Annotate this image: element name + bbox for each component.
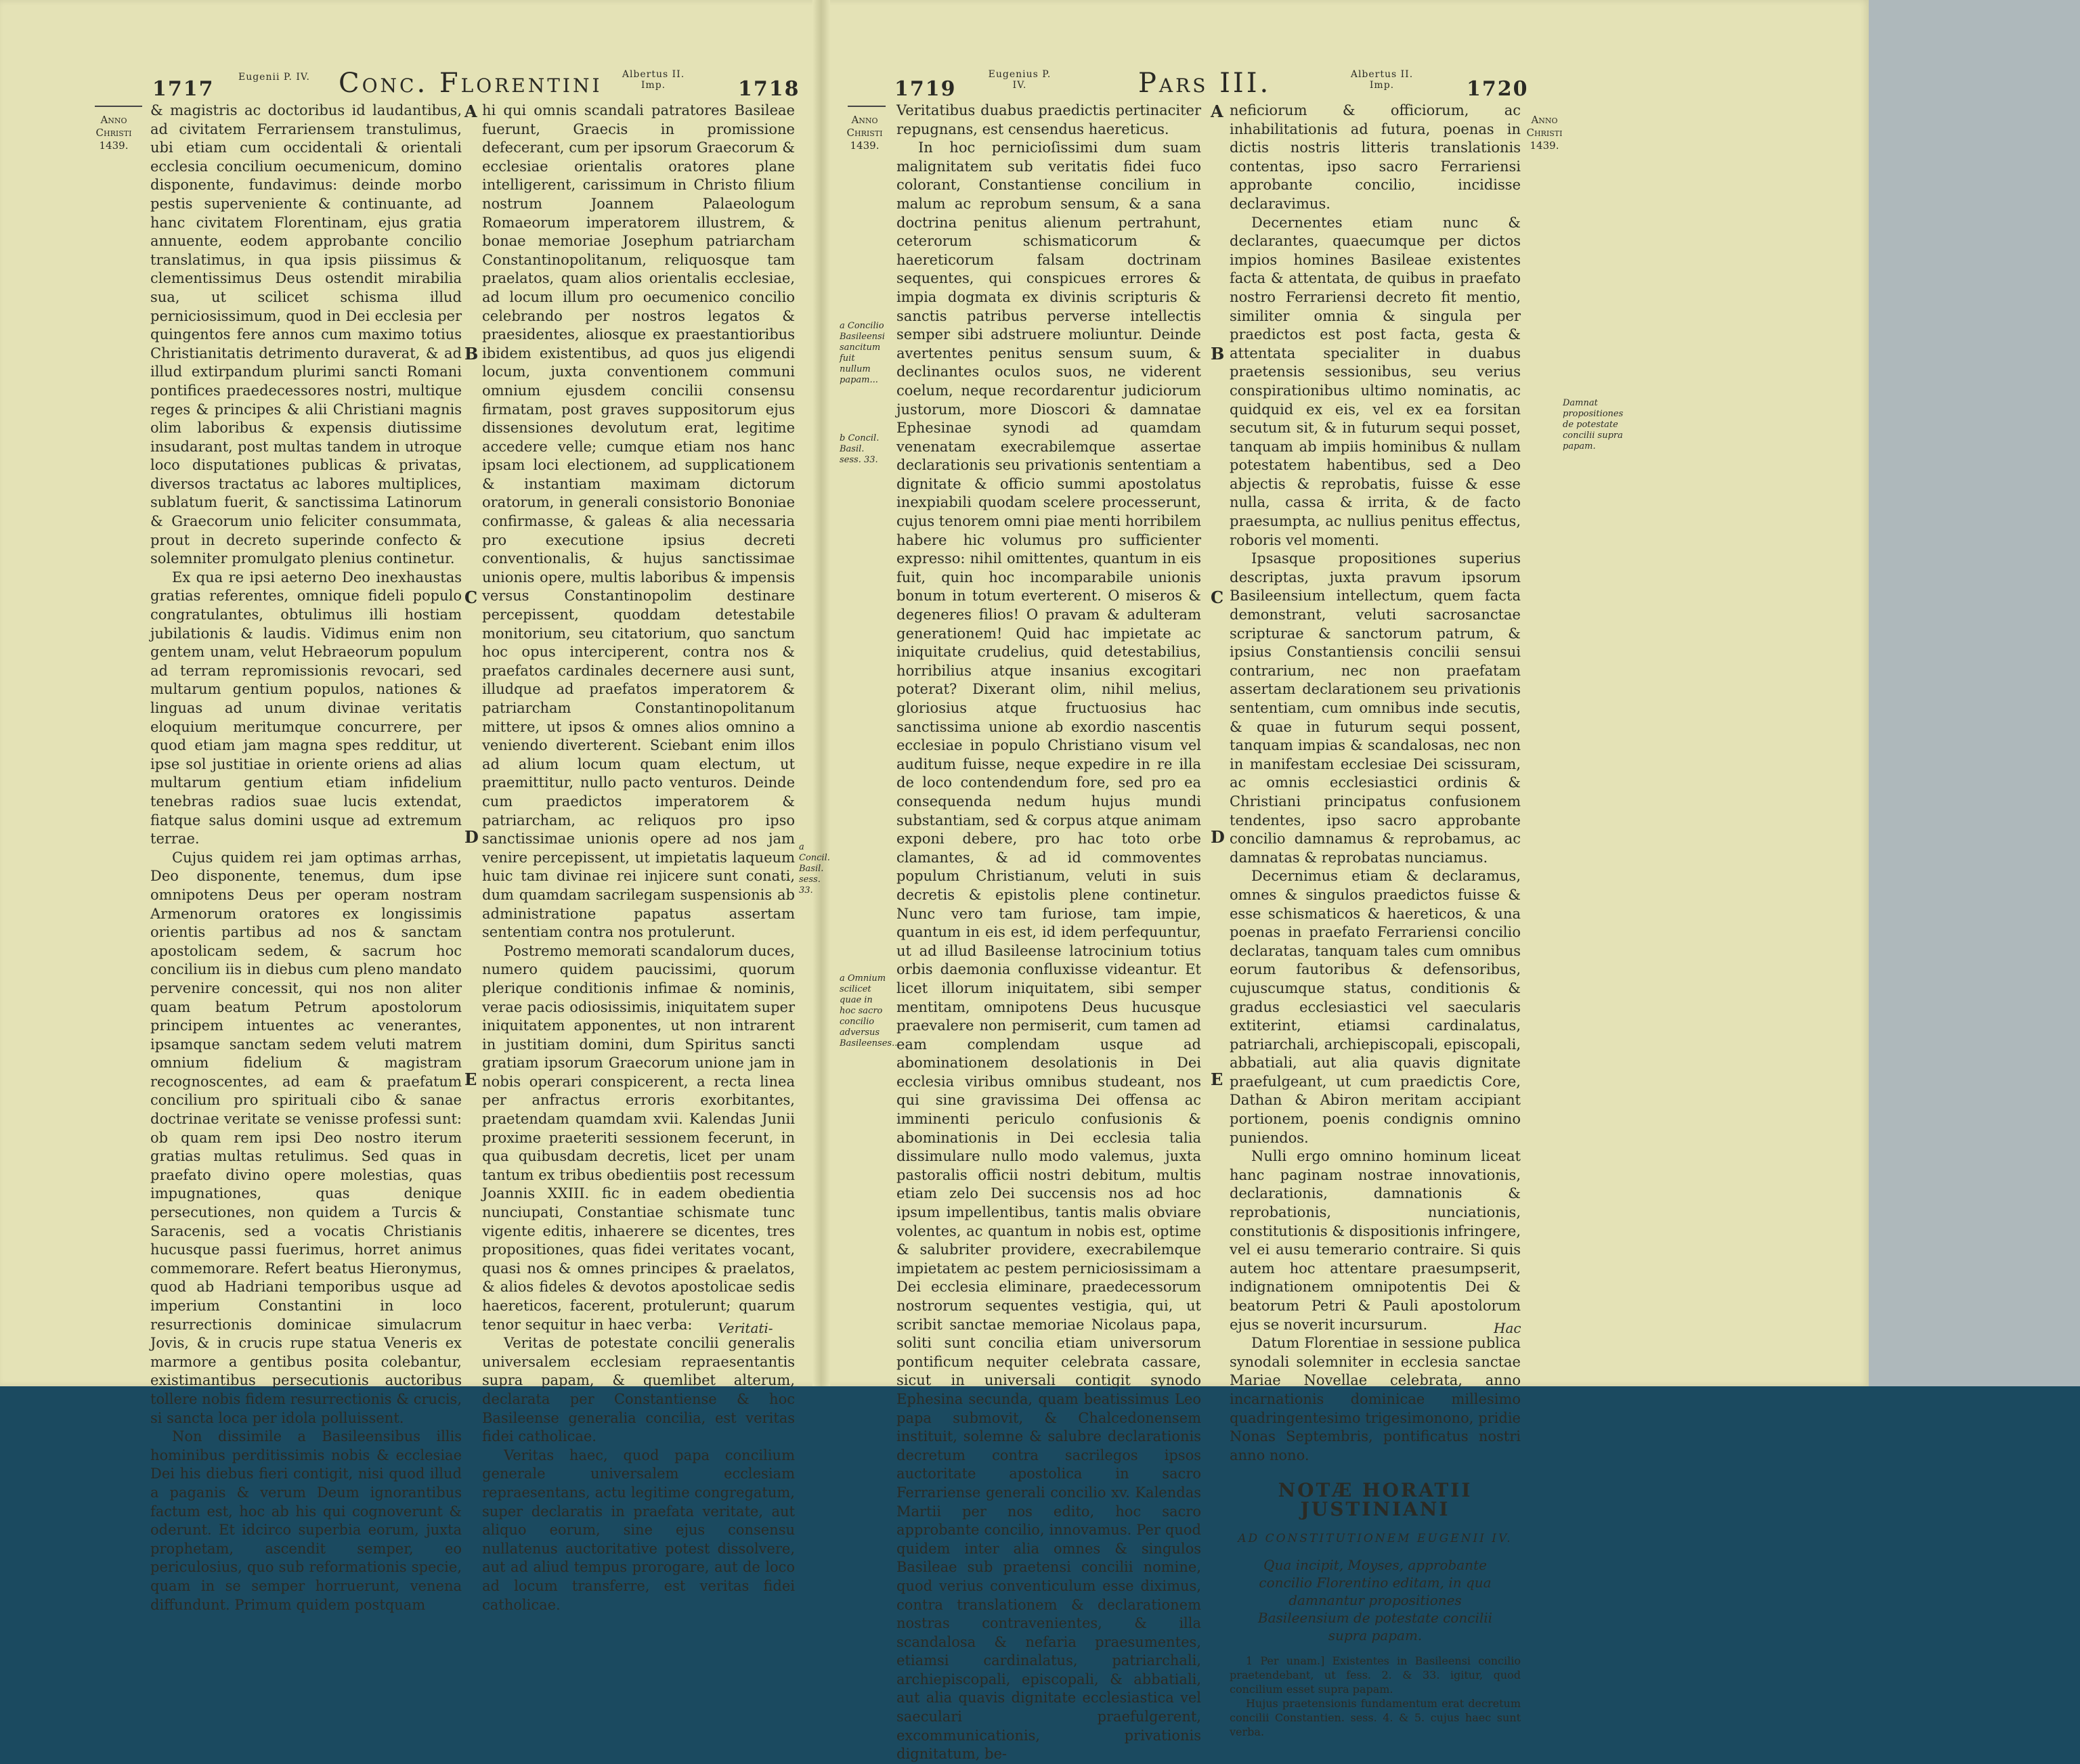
paragraph: Veritas haec, quod papa concilium generale universalem ecclesiam repraesentans, actu legitime congregatum, super declaratis in praefata veritate, aut aliquo eorum, sine ejus consensu nullatenus auctoritative potest dissolvere, aut ad aliud tempus prorogare, aut de loco ad locum transferre, est veritas fidei catholicae.: [482, 1447, 795, 1613]
book-gutter: [812, 0, 830, 1386]
margin-letter-d: D: [1211, 827, 1225, 847]
anno-christi-note-left: Anno Christi 1439.: [846, 114, 883, 152]
head-emperor-label: Albertus II. Imp.: [1350, 69, 1414, 91]
running-head-right: Pars III.: [1138, 68, 1272, 99]
margin-letter-b: B: [1211, 344, 1225, 363]
paragraph: Non dissimile a Basileensibus illis hominibus perditissimis nobis & ecclesiae Dei his diebus fieri contigit, nisi quod illud a paganis & verum Deum ignorantibus factum est, hoc ab his qui cognoverunt & oderunt. Et idcirco superbia eorum, juxta prophetam, ascendit semper, eo periculosius, quo sub reformationis specie, quam in se semper horruerunt, venena diffundunt. Primum quidem postquam: [150, 1428, 462, 1613]
paragraph: Veritatibus duabus praedictis pertinaciter repugnans, est censendus haereticus.: [896, 102, 1201, 137]
catchword-right: Hac: [1494, 1320, 1521, 1336]
paragraph: & magistris ac doctoribus id laudantibus, ad civitatem Ferrariensem transtulimus, ubi etiam cum occidentali & orientali ecclesia concilium oecumenicum, domino disponente, fundavimus: deinde morbo pestis superveniente & continuante, ad hanc civitatem Florentinam, ejus gratia annuente, eodem approbante concilio translatimus, in qua ipsis piissimus & clementissimus Deus ostendit mirabilia sua, ut scilicet schisma illud perniciosissimum, quod in Dei ecclesia per quingentos fere annos cum maximo totius Christianitatis detrimento duraverat, & ad illud extirpandum plurimi sancti Romani pontifices praedecessores nostri, multique reges & principes & alii Christiani magnis olim laboribus & expensis diutissime insudarant, post multas tandem in utroque loco disputationes publicas & privatas, diversos tractatus ac labores multiplices, sublatum fuerit, & sanctissima Latinorum & Graecorum unio feliciter consummata, prout in decreto superinde confecto & solemniter promulgato plenius continetur.: [150, 102, 462, 567]
page-number-1717: 1717: [152, 77, 215, 101]
right-page-column-2: [1230, 102, 1521, 1739]
notae-incipit: Qua incipit, Moyses, approbante concilio Florentino editam, in qua damnantur propositiones Basileensium de potestate concilii supra papam.: [1257, 1557, 1493, 1644]
left-page: [0, 0, 830, 1613]
paragraph: Ipsasque propositiones superius descriptas, juxta pravum ipsorum Basileensium intellectum, quem facta demonstrant, veluti sacrosanctae scripturae & sanctorum patrum, & ipsius Constantiensis concilii sensui contrarium, nec non praefatam assertam declarationem seu privationis sententiam, cum omnibus inde secutis, & quae in futurum sequi possent, tanquam impias & scandalosas, nec non in manifestam ecclesiae Dei scissuram, ac omnis ecclesiastici ordinis & Christiani principatus confusionem tendentes, ipso sacro approbante concilio damnamus & reprobamus, ac damnatas & reprobatas nunciamus.: [1230, 550, 1521, 866]
anno-christi-note-right: Anno Christi 1439.: [1526, 114, 1563, 152]
paragraph: Decernentes etiam nunc & declarantes, quaecumque per dictos impios homines Basileae existentes facta & attentata, de quibus in praefato nostro Ferrariensi decreto fit mentio, similiter omnia & singula per praedictos est post facta, gesta & attentata specialiter in duabus praetensis sessionibus, seu verius conspirationibus ultimo nominatis, ac quidquid ex eis, vel ex ea forsitan secutum sit, & in futurum sequi posset, tanquam ab impiis hominibus & nullam potestatem habentibus, sed a Deo abjectis & reprobatis, fuisse & esse nulla, cassa & irrita, & de facto praesumpta, ac nullius penitus effectus, roboris vel momenti.: [1230, 214, 1521, 548]
paragraph: Nulli ergo omnino hominum liceat hanc paginam nostrae innovationis, declarationis, damnationis & reprobationis, nunciationis, constitutionis & dispositionis infringere, vel ei ausu temerario contraire. Si quis autem hoc attentare praesumpserit, indignationem omnipotentis Dei & beatorum Petri & Pauli apostolorum ejus se noverit incursurum.: [1230, 1148, 1521, 1333]
left-page-column-1: [150, 102, 462, 1613]
note-paragraph: Hujus praetensionis fundamentum erat decretum concilii Constantien. sess. 4. & 5. cujus haec sunt verba.: [1230, 1697, 1521, 1739]
paragraph: neficiorum & officiorum, ac inhabilitationis ad futura, poenas in dictis nostris litteris translationis contentas, ipso sacro Ferrariensi approbante concilio, incidisse declaravimus.: [1230, 102, 1521, 212]
notae-heading: NOTÆ HORATII JUSTINIANI: [1278, 1479, 1473, 1520]
paragraph: Postremo memorati scandalorum duces, numero quidem paucissimi, quorum plerique conditionis infimae & nominis, verae pacis odiosissimis, iniquitatem super iniquitatem apponentes, ut non intrarent in justitiam domini, dum Spiritus sancti gratiam ipsorum Graecorum unione jam in nobis operari conspicerent, a recta linea per anfractus erroris exorbitantes, praetendam quamdam xvii. Kalendas Junii proxime praeteriti sessionem fecerunt, in qua quibusdam decretis, licet per unam tantum ex tribus obedientiis post recessum Joannis XXIII. fic in eadem obedientia nunciupati, Constantiae schismate tunc vigente editis, inhaerere se dicentes, tres propositiones, quas fidei veritates vocant, quasi nos & omnes principes & praelatos, & alios fideles & devotos apostolicae sedis haereticos, facerent, protulerunt; quarum tenor sequitur in haec verba:: [482, 942, 795, 1333]
page-number-1720: 1720: [1467, 77, 1529, 101]
margin-note-concilio: a Concilio Basileensi sancitum fuit nullum papam...: [840, 321, 885, 385]
anno-christi-note: Anno Christi 1439.: [95, 114, 132, 152]
right-page: [830, 0, 1869, 1763]
margin-note-omnium: a Omnium scilicet quae in hoc sacro concilio adversus Basileenses...: [840, 973, 901, 1049]
margin-letter-c: C: [464, 588, 478, 607]
running-head-left: Conc. Florentini: [339, 68, 603, 99]
paragraph: Ex qua re ipsi aeterno Deo inexhaustas gratias referentes, omnique fideli populo congratulantes, obtulimus illi hostiam jubilationis & laudis. Vidimus enim non gentem unam, velut Hebraeorum populum ad terram repromissionis revocari, sed multarum gentium populos, nationes & linguas ad unum divinae veritatis eloquium meritumque concurrere, per quod etiam jam magna spes redditur, ut ipse sol justitiae in oriente oriens ad alias multarum gentium etiam infidelium tenebras radios suae lucis extendat, fiatque salus domini usque ad extremum terrae.: [150, 569, 462, 847]
margin-letter-a: A: [1211, 102, 1223, 121]
catchword-left: Veritati-: [718, 1320, 773, 1336]
paragraph: Cujus quidem rei jam optimas arrhas, Deo disponente, tenemus, dum ipse omnipotens Deus per operam nostram Armenorum oratores ex longissimis orientis partibus ad nos & sanctam apostolicam sedem, & sacrum hoc concilium iis in diebus cum pleno mandato pervenire concessit, qui nos non aliter quam beatum Petrum apostolorum principem intuentes ac venerantes, ipsamque sanctam sedem veluti matrem omnium fidelium & magistram recognoscentes, ad eam & praefatum concilium pro spirituali cibo & sanae doctrinae veritate se venisse professi sunt: ob quam rem ipsi Deo nostro iterum gratias multas retulimus. Sed quas in praefato divino opere molestias, quas impugnationes, quas denique persecutiones, non quidem a Turcis & Saracenis, sed a vocatis Christianis hucusque passi fuerimus, horret animus commemorare. Refert beatus Hieronymus, quod ab Hadriani temporibus usque ad imperium Constantini in loco resurrectionis dominicae simulacrum Jovis, & in crucis rupe statua Veneris ex marmore a gentibus posita colebantur, existimantibus persecutionis auctoribus tollere nobis fidem resurrectionis & crucis, si sancta loca per idola polluissent.: [150, 849, 462, 1426]
margin-letter-e: E: [1211, 1070, 1223, 1089]
paragraph: hi qui omnis scandali patratores Basileae fuerunt, Graecis in promissione defecerant, cum per ipsorum Graecorum & ecclesiae orientalis oratores plane intelligerent, carissimum in Christo filium nostrum Joannem Palaeologum Romaeorum imperatorem illustrem, & bonae memoriae Josephum patriarcham Constantinopolitanum, reliquosque tam praelatos, quam alios orientalis ecclesiae, ad locum illum pro oecumenico concilio celebrando per nostros legatos & praesidentes, aliosque ex praestantioribus ibidem existentibus, ad quos jus eligendi locum, juxta conventionem communi omnium ejusdem concilii consensu firmatam, post graves suppositorum ejus dissensiones devolutum erat, legitime accedere velle; cumque etiam nos hanc ipsam loci electionem, ad supplicationem & instantiam maximam dictorum oratorum, in generali consistorio Bononiae confirmasse, & galeas & alia necessaria pro executione ipsius decreti conventionalis, & hujus sanctissimae unionis opere, multis laboribus & impensis versus Constantinopolim destinare percepissent, quoddam detestabile monitorium, seu citatorium, quo sanctum hoc opus interciperent, contra nos & praefatos cardinales decernere ausi sunt, illudque ad praefatos imperatorem & patriarcham Constantinopolitanum mittere, ut ipsos & omnes alios omnino a veniendo diverterent. Sciebant enim illos ad alium locum quam electum, ut praemittitur, nullo pacto venturos. Deinde cum praedictos imperatorem & patriarcham, ac reliquos pro ipso sanctissimae unionis opere ad nos jam venire percepissent, ut impietatis laqueum huic tam divinae rei injicere sunt conati, dum quamdam sacrilegam suspensionis ab administratione papatus assertam sententiam contra nos protulerunt.: [482, 102, 795, 941]
margin-letter-b: B: [464, 344, 479, 363]
paragraph: Datum Florentiae in sessione publica synodali solemniter in ecclesia sanctae Mariae Novellae celebrata, anno incarnationis dominicae millesimo quadringentesimo trigesimonono, pridie Nonas Septembris, pontificatus nostri anno nono.: [1230, 1335, 1521, 1463]
paragraph: Decernimus etiam & declaramus, omnes & singulos praedictos fuisse & esse schismaticos & haereticos, & una poenas in praefato Ferrariensi concilio declaratas, tanquam tales cum omnibus eorum fautoribus & defensoribus, cujuscumque status, conditionis & gradus ecclesiastici vel saecularis extiterint, etiamsi cardinalatus, patriarchali, archiepiscopali, episcopali, abbatiali, aut alia quavis dignitate praefulgeant, ut cum praedictis Core, Dathan & Abiron meritam accipiant portionem, poenis condignis omnino puniendos.: [1230, 868, 1521, 1146]
right-page-column-1: [896, 102, 1201, 1763]
page-number-1719: 1719: [894, 77, 957, 101]
paragraph: Veritas de potestate concilii generalis universalem ecclesiam repraesentantis supra papam, & quemlibet alterum, declarata per Constantiense & hoc Basileense generalia concilia, est veritas fidei catholicae.: [482, 1335, 795, 1445]
left-page-column-2: [482, 102, 795, 1613]
head-emperor-label: Albertus II. Imp.: [622, 69, 685, 91]
head-pope-label: Eugenius P. IV.: [988, 69, 1052, 91]
margin-letter-c: C: [1211, 588, 1224, 607]
margin-note-basil: b Concil. Basil. sess. 33.: [840, 433, 880, 465]
notae-subheading: AD CONSTITUTIONEM EUGENII IV.: [1238, 1531, 1513, 1545]
margin-note-concil: a Concil. Basil. sess. 33.: [799, 842, 830, 896]
margin-rule: [848, 106, 886, 107]
page-number-1718: 1718: [738, 77, 800, 101]
margin-letter-d: D: [464, 827, 479, 847]
margin-letter-a: A: [464, 102, 477, 121]
margin-note-damnat: Damnat propositiones de potestate concilii supra papam.: [1563, 398, 1624, 451]
note-paragraph: 1 Per unam.] Existentes in Basileensi concilio praetendebant, ut fess. 2. & 33. igitur, quod concilium esset supra papam.: [1230, 1654, 1521, 1696]
notae-body: [1230, 1654, 1521, 1739]
adjacent-sheet: [1869, 0, 2080, 1386]
margin-rule: [95, 106, 142, 107]
margin-letter-e: E: [464, 1070, 477, 1089]
paragraph: In hoc pernicioſissimi dum suam malignitatem sub veritatis fidei fuco colorant, Constantiense concilium in malum ac reprobum sensum, & a sana doctrina penitus alienum pertrahunt, ceterorum schismaticorum & haereticorum falsam doctrinam sequentes, qui conspicues errores & impia dogmata ex divinis scripturis & sanctis patribus perverse intellectis semper sibi adstruere moliuntur. Deinde avertentes penitus sensum suum, & declinantes oculos suos, ne viderent coelum, neque recordarentur judiciorum justorum, more Dioscori & damnatae Ephesinae synodi ad quamdam venenatam execrabilemque assertae declarationis seu privationis sententiam a dignitate & officio summi apostolatus inexpiabili quodam scelere processerunt, cujus tenorem omni piae menti horribilem habere hic volumus pro sufficienter expresso: nihil omittentes, quantum in eis fuit, quin hoc incomparabile unionis bonum in totum everterent. O miseros & degeneres filios! O pravam & adulteram generationem! Quid hac impietate ac iniquitate crudelius, quid detestabilius, horribilius atque insanius excogitari poterat? Dixerant olim, nihil melius, gloriosius atque fructuosius hac sanctissima unione ab exordio nascentis ecclesiae in populo Christiano visum vel auditum fuisse, neque expedire in re illa de loco contendendum fore, sed pro ea consequenda nedum hujus mundi substantiam, sed & corpus atque animam exponi debere, pro hac toto orbe clamantes, & ad id commoventes populum Christianum, veluti in suis decretis & epistolis plene continetur. Nunc vero tam furiose, tam impie, quantum in eis est, id idem perfequuntur, ut ad illud Basileense latrocinium totius orbis daemonia confluxisse videantur. Et licet illorum iniquitatem, sibi semper mentitam, omnipotens Deus hucusque praevalere non permiserit, cum tamen ad eam complendam usque ad abominationem desolationis in Dei ecclesia viribus omnibus studeant, nos qui sine gravissima Dei offensa ac imminenti periculo confusionis & abominationis in Dei ecclesia talia dissimulare nullo modo valemus, juxta pastoralis officii nostri debitum, multis etiam zelo Dei succensis nos ad hoc ipsum impellentibus, tantis malis obviare volentes, ac quantum in nobis est, optime & salubriter providere, execrabilemque impietatem ac pestem perniciosissimam a Dei ecclesia eliminare, praedecessorum nostrorum sequentes vestigia, qui, ut scribit sanctae memoriae Nicolaus papa, soliti sunt concilia etiam universorum pontificum nequiter celebrata cassare, sicut in universali contigit synodo Ephesina secunda, quam beatissimus Leo papa submovit, & Chalcedonensem instituit, solemne & salubre declarationis decretum contra sacrilegos ipsos auctoritate apostolica in sacro Ferrariense generali concilio xv. Kalendas Martii per nos edito, hoc sacro approbante concilio, innovamus. Per quod quidem inter alia omnes & singulos Basileae sub praetensi concilii nomine, quod verius conventiculum esse diximus, contra translationem & declarationem nostras contravenientes, & illa scandalosa & nefaria praesumentes, etiamsi cardinalatus, patriarchali, archiepiscopali, episcopali, & abbatiali, aut alia quavis dignitate ecclesiastica vel saeculari praefulgerent, excommunicationis, privationis dignitatum, be-: [896, 139, 1201, 1763]
head-pope-label: Eugenii P. IV.: [238, 72, 311, 83]
